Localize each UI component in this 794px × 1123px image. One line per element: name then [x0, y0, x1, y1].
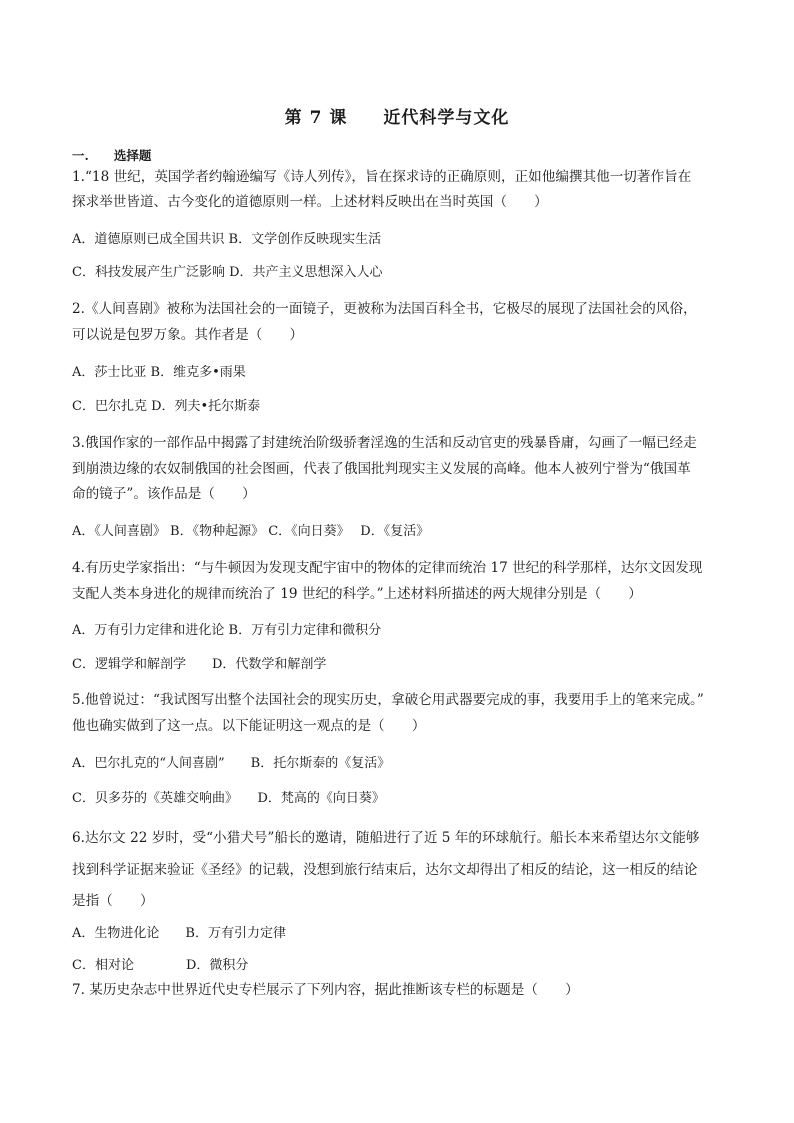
question-4-options-ab: A．万有引力定律和进化论 B．万有引力定律和微积分 [72, 623, 382, 638]
question-3-line-2: 到崩溃边缘的农奴制俄国的社会图画，代表了俄国批判现实主义发展的高峰。他本人被列宁誉为“俄国革 [72, 461, 691, 477]
section-heading: 一. 选择题 [72, 148, 152, 163]
question-3-line-3: 命的镜子”。该作品是（ ） [72, 486, 256, 502]
question-4-line-1: 4.有历史学家指出：“与牛顿因为发现支配宇宙中的物体的定律而统治 17 世纪的科学那样，达尔文因发现 [72, 560, 703, 576]
question-4-line-2: 支配人类本身进化的规律而统治了 19 世纪的科学。”上述材料所描述的两大规律分别是（ ） [72, 586, 642, 602]
question-2-line-2: 可以说是包罗万象。其作者是（ ） [72, 327, 304, 343]
question-7-line-1: 7. 某历史杂志中世界近代史专栏展示了下列内容，据此推断该专栏的标题是（ ） [72, 982, 579, 998]
question-1-line-2: 探求举世皆道、古今变化的道德原则一样。上述材料反映出在当时英国（ ） [72, 194, 548, 210]
question-3-line-1: 3.俄国作家的一部作品中揭露了封建统治阶级骄奢淫逸的生活和反动官吏的残暴昏庸，勾画了一幅已经走 [72, 435, 697, 451]
question-6-line-3: 是指（ ） [72, 893, 154, 909]
question-6-line-1: 6.达尔文 22 岁时，受“小猎犬号”船长的邀请，随船进行了近 5 年的环球航行。船长本来希望达尔文能够 [72, 830, 700, 846]
question-6-options-cd: C．相对论 D．微积分 [72, 958, 249, 973]
page-title: 第 7 课 近代科学与文化 [284, 108, 510, 128]
question-4-options-cd: C．逻辑学和解剖学 D．代数学和解剖学 [72, 657, 327, 672]
question-2-options-ab: A．莎士比亚 B．维克多•雨果 [72, 365, 246, 380]
question-1-line-1: 1.“18 世纪，英国学者约翰逊编写《诗人列传》，旨在探求诗的正确原则，正如他编撰其他一切著作旨在 [72, 169, 692, 185]
question-5-line-1: 5.他曾说过：“我试图写出整个法国社会的现实历史，拿破仑用武器要完成的事，我要用手上的笔来完成。” [72, 692, 704, 708]
question-6-line-2: 找到科学证据来验证《圣经》的记载，没想到旅行结束后，达尔文却得出了相反的结论，这一相反的结论 [72, 862, 698, 878]
question-6-options-ab: A．生物进化论 B．万有引力定律 [72, 926, 286, 941]
question-1-options-cd: C．科技发展产生广泛影响 D．共产主义思想深入人心 [72, 265, 383, 280]
question-5-options-ab: A．巴尔扎克的“人间喜剧” B．托尔斯泰的《复活》 [72, 756, 391, 771]
question-5-line-2: 他也确实做到了这一点。以下能证明这一观点的是（ ） [72, 718, 426, 734]
question-3-options: A．《人间喜剧》 B．《物种起源》 C．《向日葵》 D．《复活》 [72, 524, 430, 539]
question-2-options-cd: C．巴尔扎克 D．列夫•托尔斯泰 [72, 399, 261, 414]
question-1-options-ab: A．道德原则已成全国共识 B．文学创作反映现实生活 [72, 232, 382, 247]
question-2-line-1: 2.《人间喜剧》被称为法国社会的一面镜子，更被称为法国百科全书，它极尽的展现了法国社会的风俗， [72, 301, 697, 317]
question-5-options-cd: C．贝多芬的《英雄交响曲》 D．梵高的《向日葵》 [72, 791, 385, 806]
